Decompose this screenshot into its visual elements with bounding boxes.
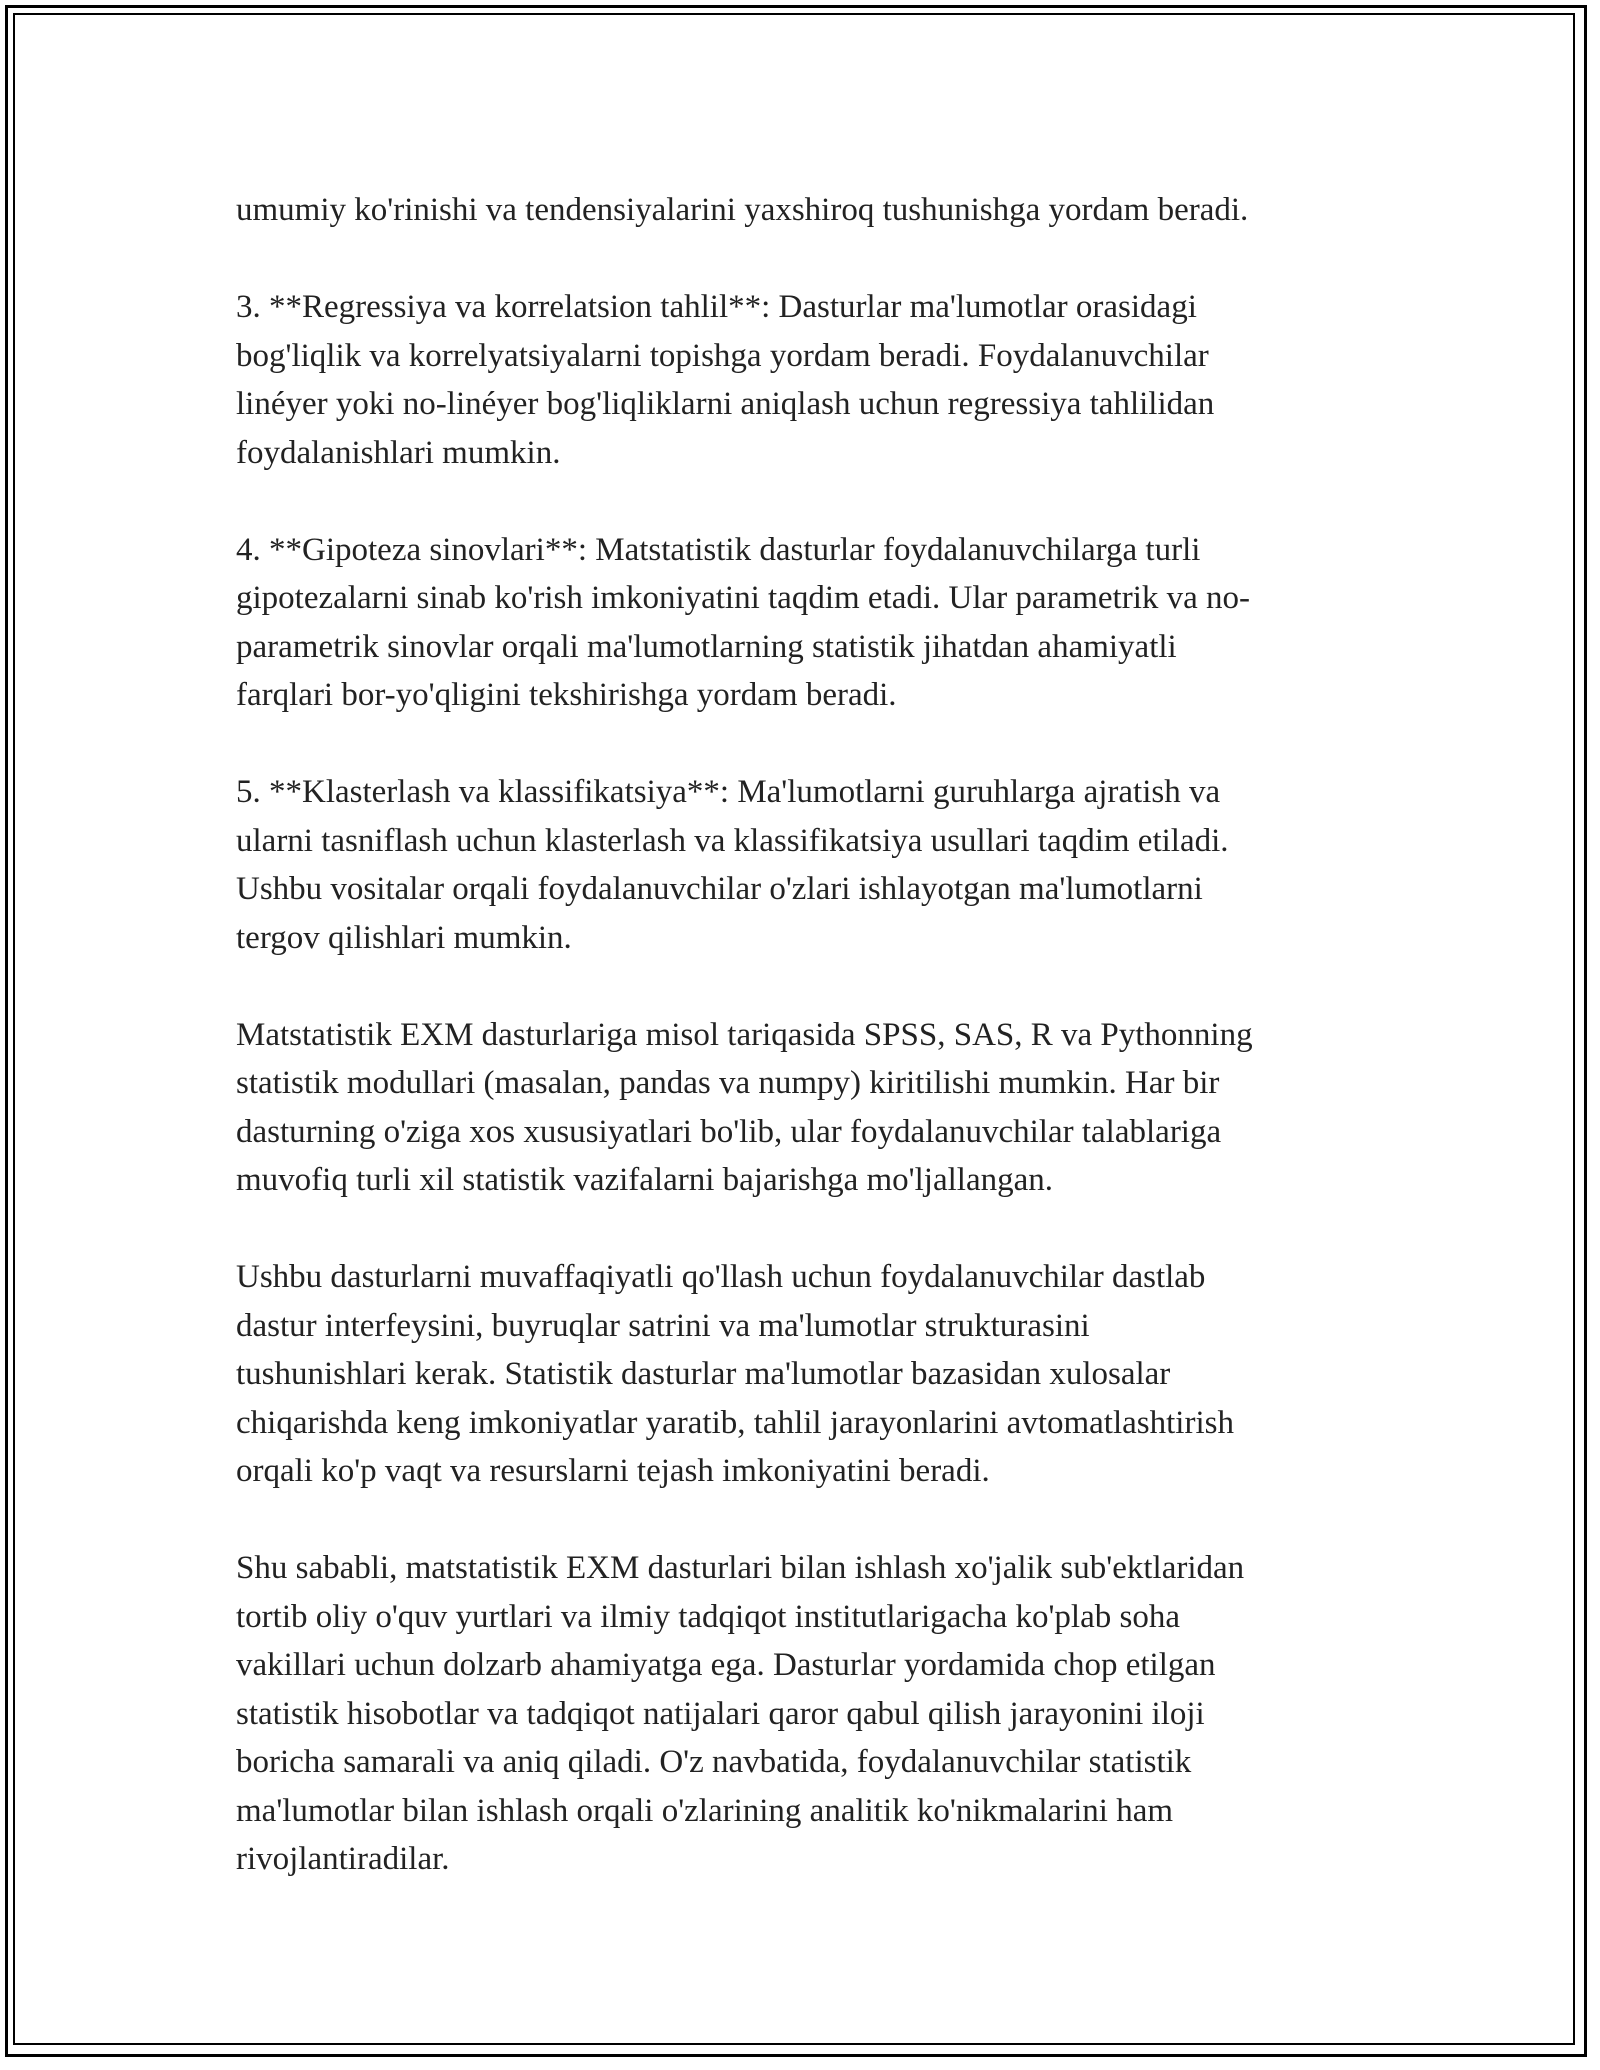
paragraph-hypothesis — [236, 526, 1396, 720]
text-line: boricha samarali va aniq qiladi. O'z navbatida, foydalanuvchilar statistik — [236, 1744, 1192, 1780]
text-line: Ushbu dasturlarni muvaffaqiyatli qo'llash uchun foydalanuvchilar dastlab — [236, 1259, 1206, 1295]
text-line: statistik modullari (masalan, pandas va numpy) kiritilishi mumkin. Har bir — [236, 1065, 1220, 1101]
text-line: muvofiq turli xil statistik vazifalarni bajarishga mo'ljallangan. — [236, 1162, 1053, 1198]
text-line: orqali ko'p vaqt va resurslarni tejash imkoniyatini beradi. — [236, 1453, 990, 1489]
text-line: tergov qilishlari mumkin. — [236, 919, 572, 956]
text-line: Matstatistik EXM dasturlariga misol tariqasida SPSS, SAS, R va Pythonning — [236, 1016, 1253, 1053]
text-line: vakillari uchun dolzarb ahamiyatga ega. Dasturlar yordamida chop etilgan — [236, 1647, 1216, 1683]
text-line: 4. **Gipoteza sinovlari**: Matstatistik dasturlar foydalanuvchilarga turli — [236, 531, 1201, 568]
text-line: Shu sababli, matstatistik EXM dasturlari bilan ishlash xo'jalik sub'ektlaridan — [236, 1550, 1245, 1586]
text-line: bog'liqlik va korrelyatsiyalarni topishga yordam beradi. Foydalanuvchilar — [236, 337, 1209, 374]
text-line: linéyer yoki no-linéyer bog'liqliklarni aniqlash uchun regressiya tahlilidan — [236, 386, 1215, 422]
text-line: foydalanishlari mumkin. — [236, 434, 561, 471]
text-line: tushunishlari kerak. Statistik dasturlar ma'lumotlar bazasidan xulosalar — [236, 1356, 1171, 1392]
text-line: dastur interfeysini, buyruqlar satrini va ma'lumotlar strukturasini — [236, 1307, 1090, 1344]
document-body — [236, 186, 1396, 1932]
text-line: 3. **Regressiya va korrelatsion tahlil**: Dasturlar ma'lumotlar orasidagi — [236, 289, 1197, 325]
text-line: Ushbu vositalar orqali foydalanuvchilar o'zlari ishlayotgan ma'lumotlarni — [236, 871, 1203, 907]
paragraph-usage — [236, 1253, 1396, 1496]
text-line: 5. **Klasterlash va klassifikatsiya**: Ma'lumotlarni guruhlarga ajratish va — [236, 774, 1221, 810]
text-line: gipotezalarni sinab ko'rish imkoniyatini taqdim etadi. Ular parametrik va no- — [236, 580, 1250, 616]
text-line: farqlari bor-yo'qligini tekshirishga yordam beradi. — [236, 677, 897, 713]
text-line: umumiy ko'rinishi va tendensiyalarini yaxshiroq tushunishga yordam beradi. — [236, 192, 1249, 228]
text-line: tortib oliy o'quv yurtlari va ilmiy tadqiqot institutlarigacha ko'plab soha — [236, 1598, 1180, 1635]
paragraph-1 — [236, 186, 1396, 235]
text-line: statistik hisobotlar va tadqiqot natijalari qaror qabul qilish jarayonini iloji — [236, 1695, 1205, 1732]
paragraph-conclusion — [236, 1544, 1396, 1884]
paragraph-examples — [236, 1011, 1396, 1205]
text-line: parametrik sinovlar orqali ma'lumotlarning statistik jihatdan ahamiyatli — [236, 628, 1177, 665]
text-line: ularni tasniflash uchun klasterlash va klassifikatsiya usullari taqdim etiladi. — [236, 822, 1229, 859]
text-line: ma'lumotlar bilan ishlash orqali o'zlarining analitik ko'nikmalarini ham — [236, 1792, 1174, 1829]
text-line: dasturning o'ziga xos xususiyatlari bo'lib, ular foydalanuvchilar talablariga — [236, 1113, 1222, 1150]
paragraph-regression — [236, 283, 1396, 477]
paragraph-clustering — [236, 768, 1396, 962]
text-line: chiqarishda keng imkoniyatlar yaratib, tahlil jarayonlarini avtomatlashtirish — [236, 1404, 1234, 1441]
text-line: rivojlantiradilar. — [236, 1841, 450, 1877]
